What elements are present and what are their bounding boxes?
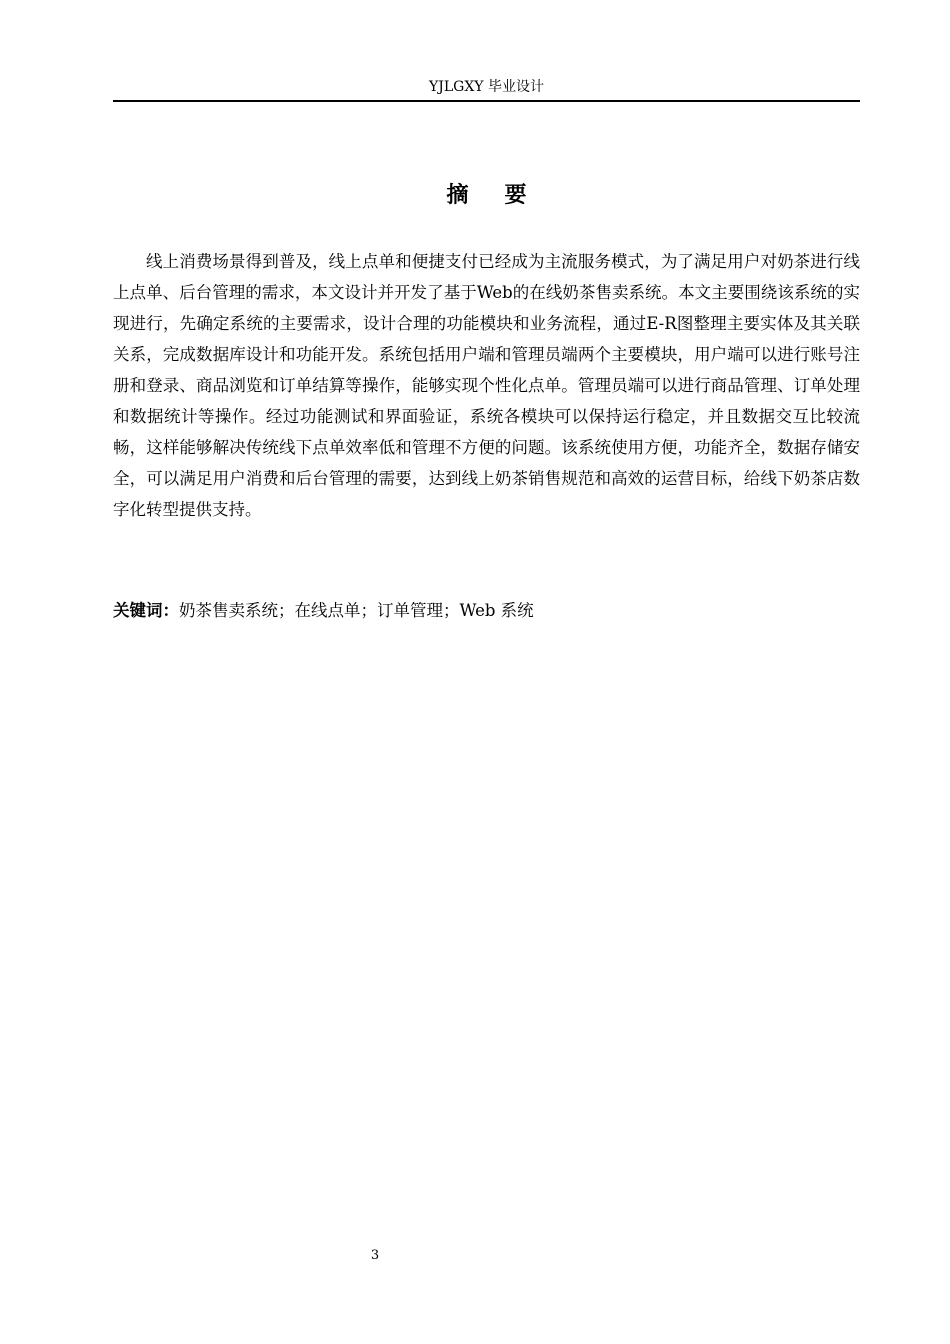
keywords-label: 关键词： [113, 601, 179, 620]
abstract-body: 线上消费场景得到普及，线上点单和便捷支付已经成为主流服务模式，为了满足用户对奶茶进行线上点单、后台管理的需求，本文设计并开发了基于Web的在线奶茶售卖系统。本文主要围绕该系统的实现进行，先确定系统的主要需求，设计合理的功能模块和业务流程，通过E-R图整理主要实体及其关联关系，完成数据库设计和功能开发。系统包括用户端和管理员端两个主要模块，用户端可以进行账号注册和登录、商品浏览和订单结算等操作，能够实现个性化点单。管理员端可以进行商品管理、订单处理和数据统计等操作。经过功能测试和界面验证，系统各模块可以保持运行稳定，并且数据交互比较流畅，这样能够解决传统线下点单效率低和管理不方便的问题。该系统使用方便，功能齐全，数据存储安全，可以满足用户消费和后台管理的需要，达到线上奶茶销售规范和高效的运营目标，给线下奶茶店数字化转型提供支持。 [113, 252, 860, 519]
header-rule [113, 100, 860, 102]
abstract-title: 摘要 [446, 182, 563, 208]
page-number: 3 [370, 1248, 380, 1263]
keywords-line [113, 597, 860, 625]
page-header: YJLGXY 毕业设计 [429, 79, 544, 95]
keywords-text: 奶茶售卖系统；在线点单；订单管理；Web 系统 [179, 601, 534, 620]
